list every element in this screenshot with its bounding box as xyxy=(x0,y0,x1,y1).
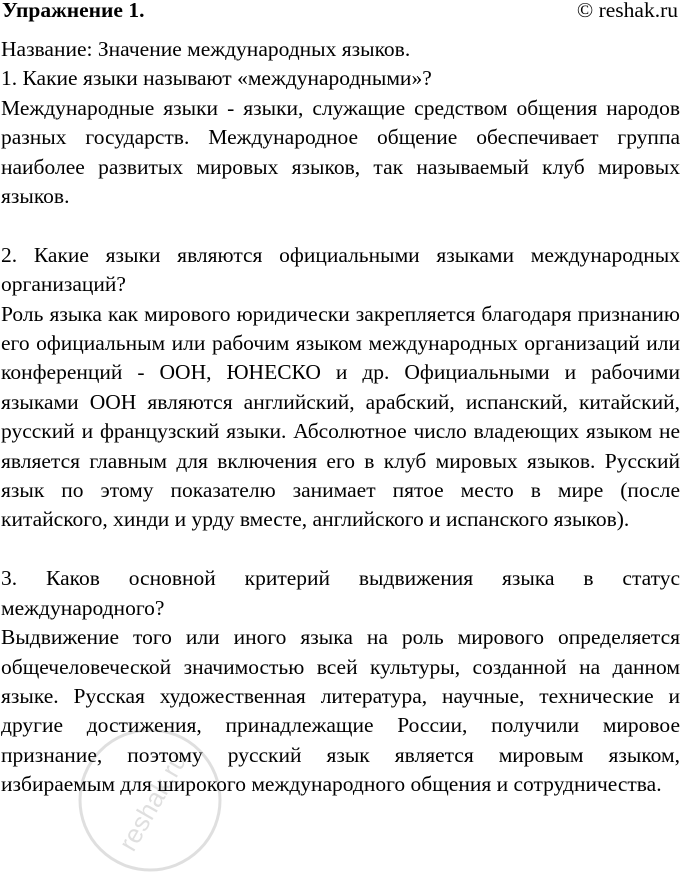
section-3 xyxy=(1,564,680,799)
section-2 xyxy=(1,241,680,535)
exercise-title: Упражнение 1. xyxy=(2,0,145,22)
watermark-text: reshak.ru xyxy=(112,747,193,856)
copyright-notice: © reshak.ru xyxy=(576,0,678,22)
answer-2: Роль языка как мирового юридически закрепляется благодаря признанию его официальным или рабочим языком международных организаций или конференций - ООН, ЮНЕСКО и др. Официальными и рабочими языками ООН являются английский, арабский, испанский, китайский, русский и французский языки. Абсолютное число владеющих языком не является главным для включения его в клуб мировых языков. Русский язык по этому показателю занимает пятое место в мире (после китайского, хинди и урду вместе, английского и испанского языков). xyxy=(1,301,680,532)
name-line: Название: Значение международных языков. xyxy=(1,37,411,61)
section-1 xyxy=(1,64,680,211)
spacer xyxy=(1,211,680,240)
question-1: 1. Какие языки называют «международными»? xyxy=(1,66,432,91)
answer-1: Международные языки - языки, служащие средством общения народов разных государств. Международное общение обеспечивает группа наиболее развитых мировых языков, так называемый клуб мировых языков. xyxy=(1,95,680,209)
spacer xyxy=(1,535,680,564)
question-2: 2. Какие языки являются официальными языками международных организаций? xyxy=(1,242,680,297)
question-3: 3. Каков основной критерий выдвижения языка в статус международного? xyxy=(1,566,680,620)
answer-3: Выдвижение того или иного языка на роль мирового определяется общечеловеческой значимостью всей культуры, созданной на данном языке. Русская художественная литература, научные, технические и другие достижения, принадлежащие России, получили мировое признание, поэтому русский язык является мировым языком, избираемым для широкого международного общения и сотрудничества. xyxy=(1,625,680,797)
document-body xyxy=(1,35,680,800)
page-header xyxy=(0,0,682,26)
